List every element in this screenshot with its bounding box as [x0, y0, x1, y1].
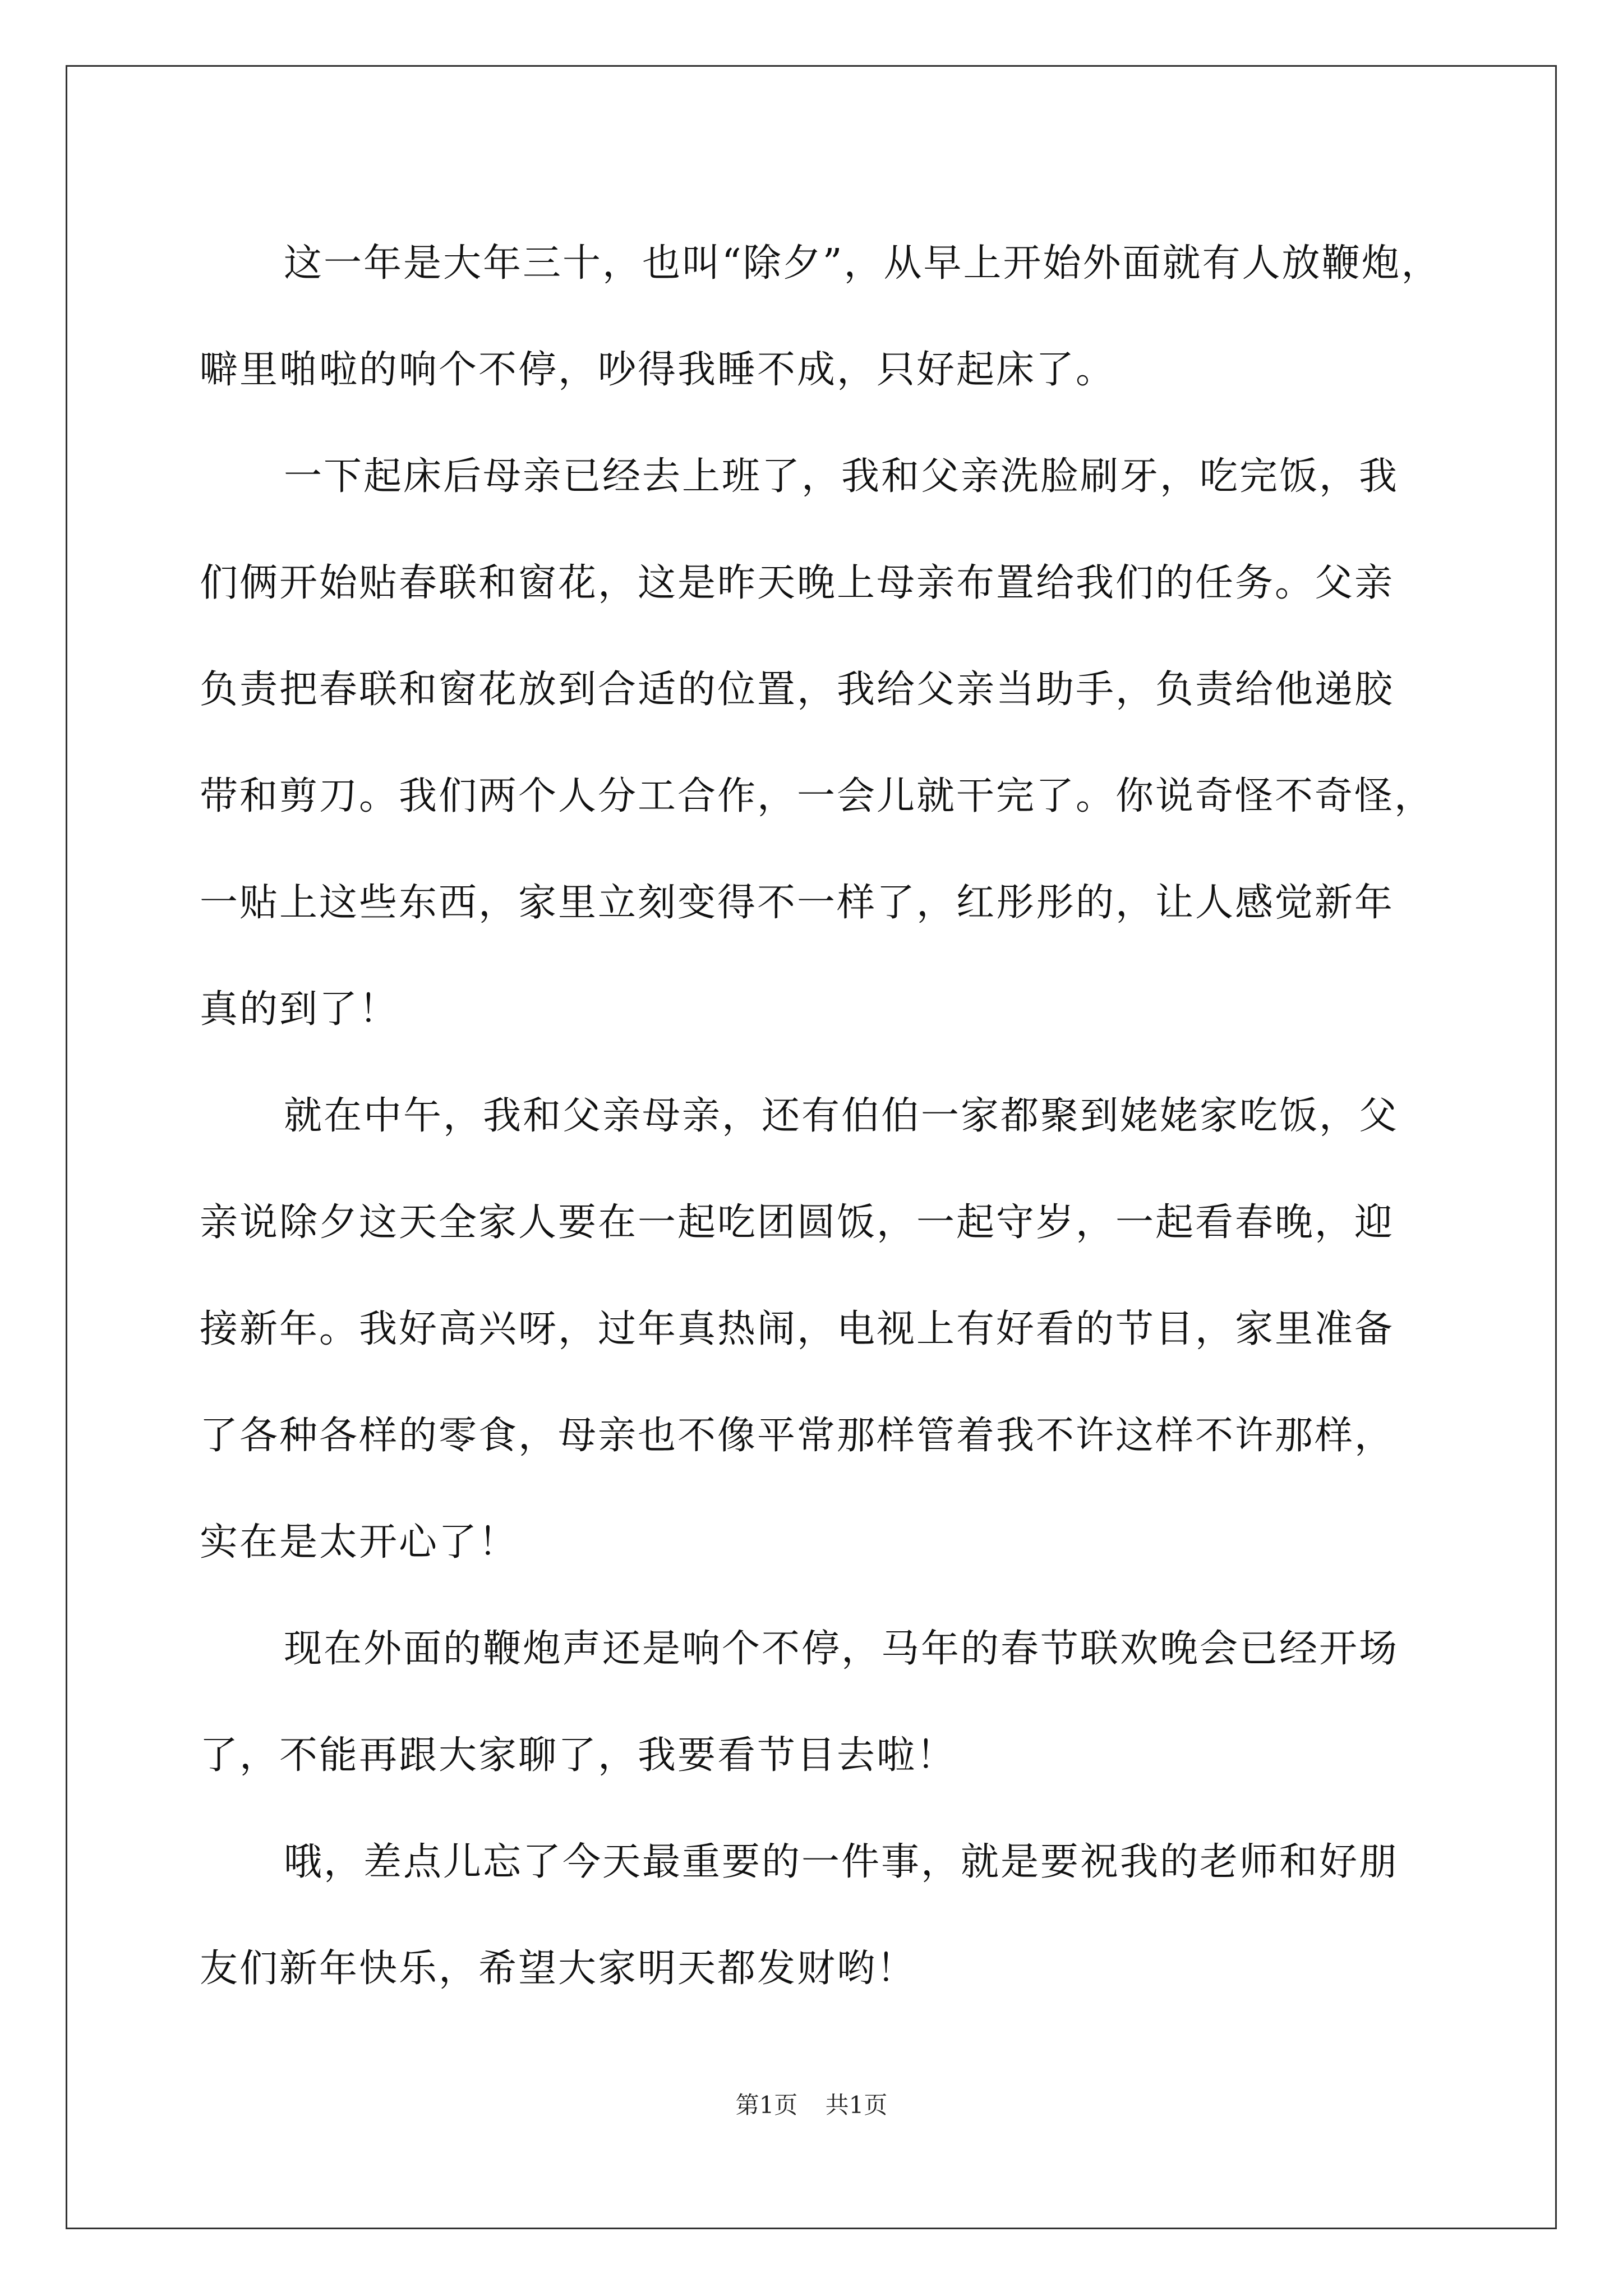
text-line: 亲说除夕这天全家人要在一起吃团圆饭，一起守岁，一起看春晚，迎	[200, 1200, 1395, 1245]
text-line: 实在是太开心了！	[200, 1520, 519, 1565]
paragraph-2	[200, 424, 1433, 1063]
text-line: 哦，差点儿忘了今天最重要的一件事，就是要祝我的老师和好朋	[284, 1840, 1399, 1884]
paragraph-5	[200, 1809, 1433, 2022]
text-line: 了各种各样的零食，母亲也不像平常那样管着我不许这样不许那样，	[200, 1414, 1395, 1458]
page-number: 第1页	[735, 2091, 798, 2119]
text-line: 现在外面的鞭炮声还是响个不停，马年的春节联欢晚会已经开场	[284, 1627, 1399, 1671]
text-line: 了，不能再跟大家聊了，我要看节目去啦！	[200, 1733, 957, 1778]
text-line: 接新年。我好高兴呀，过年真热闹，电视上有好看的节目，家里准备	[200, 1307, 1395, 1351]
text-line: 就在中午，我和父亲母亲，还有伯伯一家都聚到姥姥家吃饭，父	[284, 1094, 1399, 1138]
text-line: 真的到了！	[200, 987, 399, 1032]
text-line: 们俩开始贴春联和窗花，这是昨天晚上母亲布置给我们的任务。父亲	[200, 561, 1395, 605]
paragraph-3	[200, 1063, 1433, 1596]
text-line: 一下起床后母亲已经去上班了，我和父亲洗脸刷牙，吃完饭，我	[284, 454, 1399, 499]
text-line: 负责把春联和窗花放到合适的位置，我给父亲当助手，负责给他递胶	[200, 668, 1395, 712]
paragraph-4	[200, 1596, 1433, 1809]
text-line: 这一年是大年三十，也叫“除夕”，从早上开始外面就有人放鞭炮，	[284, 241, 1441, 286]
text-line: 友们新年快乐，希望大家明天都发财哟！	[200, 1947, 917, 1991]
text-line: 噼里啪啦的响个不停，吵得我睡不成，只好起床了。	[200, 348, 1116, 392]
paragraph-1	[200, 210, 1441, 424]
document-body	[200, 210, 1441, 2022]
page-footer	[0, 2087, 1623, 2120]
text-line: 一贴上这些东西，家里立刻变得不一样了，红彤彤的，让人感觉新年	[200, 881, 1395, 925]
text-line: 带和剪刀。我们两个人分工合作，一会儿就干完了。你说奇怪不奇怪，	[200, 774, 1435, 818]
page-total: 共1页	[825, 2091, 888, 2119]
